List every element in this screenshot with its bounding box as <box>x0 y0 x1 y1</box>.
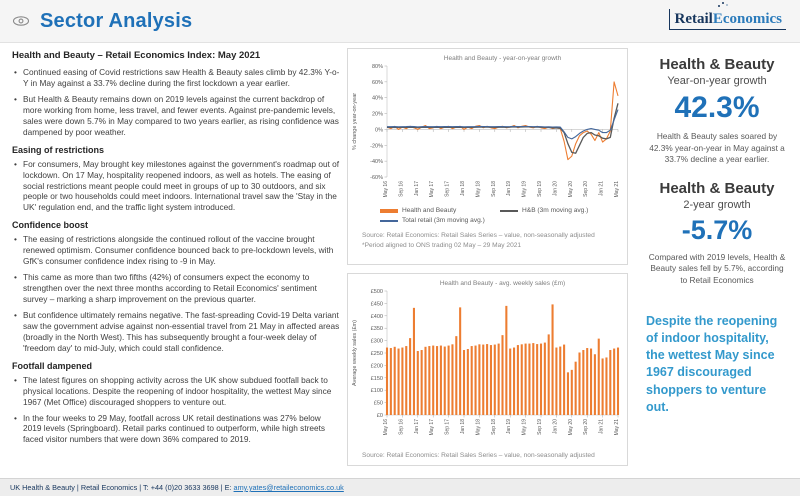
svg-text:Jan 20: Jan 20 <box>552 181 559 197</box>
legend-item-health-and-beauty <box>380 207 500 214</box>
svg-text:Sep 16: Sep 16 <box>398 419 405 435</box>
svg-text:0%: 0% <box>375 127 383 134</box>
bullet: • In the four weeks to 29 May, footfall across UK retail destinations was 27% below 2019 levels (Springboard). Retail parks continued to outperform, while high streets faced visitor numbers that were down 36% compared to 2019. <box>12 413 340 446</box>
svg-text:Jan 19: Jan 19 <box>506 181 513 197</box>
svg-text:Jan 20: Jan 20 <box>552 419 559 435</box>
logo-dots-icon <box>718 5 720 7</box>
footfall-bullets <box>12 375 340 446</box>
legend-swatch-orange <box>380 209 398 213</box>
intro-bullets <box>12 67 340 138</box>
report-text-column <box>12 50 340 450</box>
svg-text:£300: £300 <box>370 338 383 345</box>
svg-text:May 20: May 20 <box>567 181 574 198</box>
footer-email-link[interactable]: amy.yates@retaileconomics.co.uk <box>233 483 344 492</box>
svg-text:Jan 17: Jan 17 <box>413 181 420 197</box>
weekly-sales-bar-chart <box>350 277 625 442</box>
sales-chart-source-notes <box>350 451 625 461</box>
svg-text:May 21: May 21 <box>614 419 620 436</box>
bullet: • Continued easing of Covid restrictions saw Health & Beauty sales climb by 42.3% Y-o-Y in May against a 33.7% decline during the first lockdown a year earlier. <box>12 67 340 89</box>
stat-value-yoy: 42.3% <box>674 91 760 124</box>
source-line: Source: Retail Economics: Retail Sales Series – value, non-seasonally adjusted <box>362 452 595 459</box>
svg-text:Jan 21: Jan 21 <box>598 419 605 435</box>
source-line: *Period aligned to ONS trading 02 May – 29 May 2021 <box>362 241 522 249</box>
svg-text:Jan 18: Jan 18 <box>460 419 466 435</box>
svg-text:80%: 80% <box>371 64 383 70</box>
bullet: • The latest figures on shopping activity across the UK show subdued footfall back to physical locations. Despite the reopening of indoor hospitality, the wettest May since 1967 (Met Office) discouraged shoppers to venture out. <box>12 375 340 408</box>
svg-text:-60%: -60% <box>370 175 383 181</box>
svg-text:May 17: May 17 <box>429 181 436 198</box>
footer-contact-text: UK Health & Beauty | Retail Economics | T: +44 (0)20 3633 3698 | E: <box>10 483 232 492</box>
section-heading-confidence: Confidence boost <box>12 220 88 231</box>
legend-label: H&B (3m moving avg.) <box>522 207 589 214</box>
stat-note: Health & Beauty sales soared by 42.3% year-on-year in May against a 33.7% decline a year earlier. <box>649 131 785 165</box>
eye-icon <box>12 15 30 27</box>
svg-text:Jan 21: Jan 21 <box>598 181 605 197</box>
stat-subheading: Year-on-year growth <box>667 75 767 87</box>
svg-text:Sep 18: Sep 18 <box>490 181 497 197</box>
svg-text:£450: £450 <box>370 301 383 308</box>
svg-text:Average weekly sales (£m): Average weekly sales (£m) <box>352 320 358 386</box>
svg-text:May 20: May 20 <box>567 419 574 436</box>
legend-item-hb-moving-avg <box>500 207 620 214</box>
report-title: Health and Beauty – Retail Economics Index: May 2021 <box>12 50 261 61</box>
svg-text:Jan 19: Jan 19 <box>506 419 513 435</box>
svg-text:Jan 17: Jan 17 <box>413 419 420 435</box>
svg-text:Jan 18: Jan 18 <box>460 181 466 197</box>
stats-column <box>642 56 792 416</box>
svg-text:Health and Beauty - avg. weekl: Health and Beauty - avg. weekly sales (£m) <box>439 280 566 287</box>
legend-swatch-dark <box>500 210 518 212</box>
stat-yoy <box>642 56 792 166</box>
svg-text:£150: £150 <box>370 375 383 382</box>
chart-panel-weekly-sales <box>347 273 628 466</box>
svg-text:£400: £400 <box>370 313 383 320</box>
yoy-growth-line-chart <box>350 52 625 204</box>
svg-text:Sep 20: Sep 20 <box>583 419 590 435</box>
logo-text-economics: Economics <box>712 11 782 27</box>
page-title: Sector Analysis <box>40 9 193 32</box>
bullet: • But Health & Beauty remains down on 2019 levels against the current backdrop of more working from home, less travel, and fewer events. Against pre-pandemic levels, sales were down 5.7% in May compared to two years earlier, as rising confidence was dampened by poor weather. <box>12 94 340 138</box>
svg-text:Sep 19: Sep 19 <box>537 181 543 197</box>
svg-text:-40%: -40% <box>370 159 383 166</box>
svg-text:£200: £200 <box>370 363 383 370</box>
svg-text:Sep 16: Sep 16 <box>398 181 405 197</box>
svg-text:£350: £350 <box>370 326 383 333</box>
yoy-chart-legend <box>350 207 625 227</box>
bullet: • This came as more than two fifths (42%) of consumers expect the economy to strengthen over the next three months according to Retail Economics' sentiment survey – marking a sharp improvement on the previous quarter. <box>12 272 340 305</box>
section-heading-easing: Easing of restrictions <box>12 144 105 155</box>
legend-item-total-retail <box>380 217 500 224</box>
svg-text:£100: £100 <box>370 388 383 395</box>
svg-text:£500: £500 <box>370 289 383 295</box>
stat-heading: Health & Beauty <box>659 56 775 73</box>
section-heading-footfall: Footfall dampened <box>12 360 93 371</box>
svg-text:Sep 17: Sep 17 <box>444 419 451 435</box>
svg-text:Sep 17: Sep 17 <box>444 181 451 197</box>
bullet: • For consumers, May brought key milestones against the government's roadmap out of lockdown. On 17 May, hospitality reopened indoors, as well as hotels. The easing of social restrictions meant people could meet in groups of up to 30 outdoors, and six people or two households could meet indoors. International travel saw the 'Stay in the UK' regulation end, and the traffic light system introduced. <box>12 159 340 214</box>
stat-2year <box>642 180 792 287</box>
svg-text:Sep 20: Sep 20 <box>583 181 590 197</box>
bullet: • But confidence ultimately remains negative. The fast-spreading Covid-19 Delta variant saw the government advise against non-essential travel from 21 May in affected areas (broadly in the North West). This has subsequently brought a four-week delay of 'freedom day' to mid-July, which could stall confidence. <box>12 310 340 354</box>
bullet: • The easing of restrictions alongside the continued rollout of the vaccine brought renewed optimism. Consumer confidence bounced back to pre-lockdown levels, with GfK's consumer confidence index rising to -9 in May. <box>12 234 340 267</box>
svg-text:-20%: -20% <box>370 143 383 150</box>
svg-text:£0: £0 <box>376 413 383 419</box>
svg-text:£250: £250 <box>370 351 383 357</box>
stat-note: Compared with 2019 levels, Health & Beauty sales fell by 5.7%, according to Retail Economics <box>648 251 786 286</box>
footer <box>0 478 800 496</box>
svg-text:20%: 20% <box>371 111 383 118</box>
easing-bullets <box>12 159 340 214</box>
svg-text:May 17: May 17 <box>429 419 436 436</box>
legend-swatch-navy <box>380 220 398 222</box>
legend-label: Total retail (3m moving avg.) <box>402 217 485 224</box>
stat-heading: Health & Beauty <box>659 179 775 197</box>
logo-text-retail: Retail <box>674 11 713 27</box>
yoy-chart-source-notes <box>350 231 625 250</box>
svg-text:Health and Beauty - year-on-ye: Health and Beauty - year-on-year growth <box>443 55 562 62</box>
source-line: Source: Retail Economics: Retail Sales Series – value, non-seasonally adjusted <box>362 232 595 239</box>
retail-economics-logo <box>669 9 787 30</box>
stat-value-2year: -5.7% <box>681 214 753 245</box>
stat-subheading: 2-year growth <box>683 198 751 211</box>
svg-text:40%: 40% <box>371 95 383 102</box>
svg-text:May 21: May 21 <box>614 181 620 198</box>
svg-text:May 19: May 19 <box>521 181 528 198</box>
svg-text:£50: £50 <box>373 400 383 407</box>
svg-text:% change year-on-year: % change year-on-year <box>352 92 358 151</box>
chart-panel-yoy-growth <box>347 48 628 265</box>
legend-label: Health and Beauty <box>402 207 457 214</box>
page-header <box>0 0 800 43</box>
svg-text:Sep 18: Sep 18 <box>490 419 497 435</box>
confidence-bullets <box>12 234 340 353</box>
svg-text:May 16: May 16 <box>383 181 389 198</box>
svg-text:May 18: May 18 <box>475 419 482 436</box>
svg-text:60%: 60% <box>371 79 383 86</box>
svg-text:May 19: May 19 <box>521 419 528 436</box>
pull-quote: Despite the reopening of indoor hospitality, the wettest May since 1967 discouraged shoppers to venture out. <box>646 313 778 414</box>
svg-text:May 16: May 16 <box>383 419 389 436</box>
svg-text:May 18: May 18 <box>475 181 482 198</box>
svg-text:Sep 19: Sep 19 <box>537 419 543 435</box>
